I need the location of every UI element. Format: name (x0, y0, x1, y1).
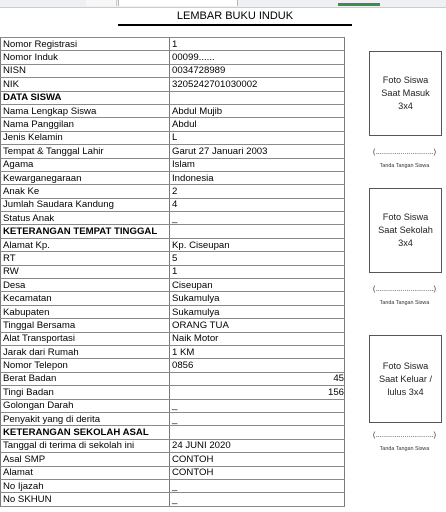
row-value[interactable]: ORANG TUA (170, 319, 345, 332)
table-row (1, 198, 345, 211)
row-value[interactable]: 24 JUNI 2020 (170, 439, 345, 452)
row-value[interactable]: CONTOH (170, 466, 345, 479)
row-label[interactable]: No Ijazah (1, 479, 170, 492)
row-value[interactable]: Sukamulya (170, 292, 345, 305)
row-label[interactable]: DATA SISWA (1, 91, 170, 104)
row-label[interactable]: Status Anak (1, 212, 170, 225)
row-value[interactable]: L (170, 131, 345, 144)
table-row (1, 171, 345, 184)
photo-box-school (369, 188, 442, 273)
row-label[interactable]: NIK (1, 78, 170, 91)
table-row (1, 386, 345, 399)
table-row (1, 185, 345, 198)
row-value[interactable]: 1 (170, 38, 345, 51)
row-value[interactable]: Naik Motor (170, 332, 345, 345)
row-label[interactable]: Kabupaten (1, 305, 170, 318)
table-row (1, 158, 345, 171)
photo-label: Foto Siswa Saat Keluar / lulus 3x4 (378, 360, 433, 397)
row-label[interactable]: Tempat & Tanggal Lahir (1, 145, 170, 158)
table-row (1, 252, 345, 265)
photo-box-entry (369, 51, 442, 136)
photo-box-graduate (369, 335, 442, 423)
row-value[interactable] (170, 426, 345, 439)
row-label[interactable]: Nomor Registrasi (1, 38, 170, 51)
row-label[interactable]: Penyakit yang di derita (1, 412, 170, 425)
row-label[interactable]: NISN (1, 64, 170, 77)
spreadsheet-tab-bar (0, 0, 446, 8)
row-label[interactable]: RW (1, 265, 170, 278)
row-label[interactable]: Jenis Kelamin (1, 131, 170, 144)
sheet-tab[interactable] (86, 0, 117, 6)
table-row (1, 145, 345, 158)
row-value[interactable]: 3205242701030002 (170, 78, 345, 91)
photo-label: Foto Siswa Saat Masuk 3x4 (381, 75, 430, 111)
table-row (1, 493, 345, 506)
row-value[interactable]: Ciseupan (170, 279, 345, 292)
row-label[interactable]: Desa (1, 279, 170, 292)
row-value[interactable]: 00099...... (170, 51, 345, 64)
signature-line: (..............................) (372, 286, 436, 293)
row-value[interactable]: CONTOH (170, 453, 345, 466)
row-label[interactable]: Nomor Induk (1, 51, 170, 64)
signature-block (369, 149, 440, 169)
sheet-tab-active[interactable] (118, 0, 238, 6)
row-label[interactable]: KETERANGAN SEKOLAH ASAL (1, 426, 170, 439)
page-title: LEMBAR BUKU INDUK (118, 8, 352, 26)
row-label[interactable]: Golongan Darah (1, 399, 170, 412)
table-row (1, 118, 345, 131)
row-label[interactable]: Anak Ke (1, 185, 170, 198)
row-value[interactable]: _ (170, 493, 345, 506)
row-label[interactable]: Tinggal Bersama (1, 319, 170, 332)
row-value[interactable]: Islam (170, 158, 345, 171)
row-value[interactable]: _ (170, 479, 345, 492)
table-row (1, 131, 345, 144)
section-header-row (1, 225, 345, 238)
table-row (1, 78, 345, 91)
row-label[interactable]: Alamat Kp. (1, 238, 170, 251)
row-value[interactable]: _ (170, 212, 345, 225)
row-value[interactable]: 156 (170, 386, 345, 399)
sheet-indicator (338, 3, 380, 6)
table-row (1, 466, 345, 479)
row-value[interactable] (170, 225, 345, 238)
row-label[interactable]: No SKHUN (1, 493, 170, 506)
section-header-row (1, 91, 345, 104)
table-row (1, 345, 345, 358)
student-record-table (0, 37, 345, 507)
table-row (1, 453, 345, 466)
row-label[interactable]: Tingi Badan (1, 386, 170, 399)
row-value[interactable]: 45 (170, 372, 345, 385)
row-value[interactable]: 0856 (170, 359, 345, 372)
signature-block (369, 286, 440, 306)
section-header-row (1, 426, 345, 439)
signature-caption: Tanda Tangan Siswa (379, 446, 430, 452)
signature-block (369, 432, 440, 452)
table-row (1, 238, 345, 251)
row-value[interactable]: 2 (170, 185, 345, 198)
row-value[interactable]: 1 KM (170, 345, 345, 358)
row-label[interactable]: Nomor Telepon (1, 359, 170, 372)
table-row (1, 479, 345, 492)
row-value[interactable]: Indonesia (170, 171, 345, 184)
table-row (1, 305, 345, 318)
row-label[interactable]: Berat Badan (1, 372, 170, 385)
row-label[interactable]: Jumlah Saudara Kandung (1, 198, 170, 211)
row-value[interactable]: 1 (170, 265, 345, 278)
row-label[interactable]: KETERANGAN TEMPAT TINGGAL (1, 225, 170, 238)
row-value[interactable]: Abdul Mujib (170, 104, 345, 117)
row-label[interactable]: Kewarganegaraan (1, 171, 170, 184)
table-row (1, 332, 345, 345)
row-value[interactable]: _ (170, 399, 345, 412)
table-row (1, 359, 345, 372)
table-row (1, 319, 345, 332)
row-value[interactable]: Garut 27 Januari 2003 (170, 145, 345, 158)
table-row (1, 38, 345, 51)
table-row (1, 279, 345, 292)
table-row (1, 439, 345, 452)
signature-line: (..............................) (372, 432, 436, 439)
table-row (1, 212, 345, 225)
table-row (1, 51, 345, 64)
table-row (1, 104, 345, 117)
photo-label: Foto Siswa Saat Sekolah 3x4 (378, 212, 433, 248)
signature-caption: Tanda Tangan Siswa (379, 163, 430, 169)
row-value[interactable]: 0034728989 (170, 64, 345, 77)
row-label[interactable]: Asal SMP (1, 453, 170, 466)
row-label[interactable]: Alamat (1, 466, 170, 479)
table-row (1, 265, 345, 278)
row-value[interactable]: 4 (170, 198, 345, 211)
row-label[interactable]: Agama (1, 158, 170, 171)
signature-caption: Tanda Tangan Siswa (379, 300, 430, 306)
row-label[interactable]: Jarak dari Rumah (1, 345, 170, 358)
row-label[interactable]: RT (1, 252, 170, 265)
row-label[interactable]: Nama Panggilan (1, 118, 170, 131)
table-row (1, 64, 345, 77)
row-value[interactable]: _ (170, 412, 345, 425)
signature-line: (..............................) (372, 149, 436, 156)
row-label[interactable]: Kecamatan (1, 292, 170, 305)
row-label[interactable]: Tanggal di terima di sekolah ini (1, 439, 170, 452)
table-row (1, 399, 345, 412)
row-label[interactable]: Nama Lengkap Siswa (1, 104, 170, 117)
table-row (1, 292, 345, 305)
row-value[interactable]: 5 (170, 252, 345, 265)
row-value[interactable] (170, 91, 345, 104)
row-value[interactable]: Sukamulya (170, 305, 345, 318)
table-row (1, 412, 345, 425)
row-value[interactable]: Abdul (170, 118, 345, 131)
row-value[interactable]: Kp. Ciseupan (170, 238, 345, 251)
row-label[interactable]: Alat Transportasi (1, 332, 170, 345)
table-row (1, 372, 345, 385)
